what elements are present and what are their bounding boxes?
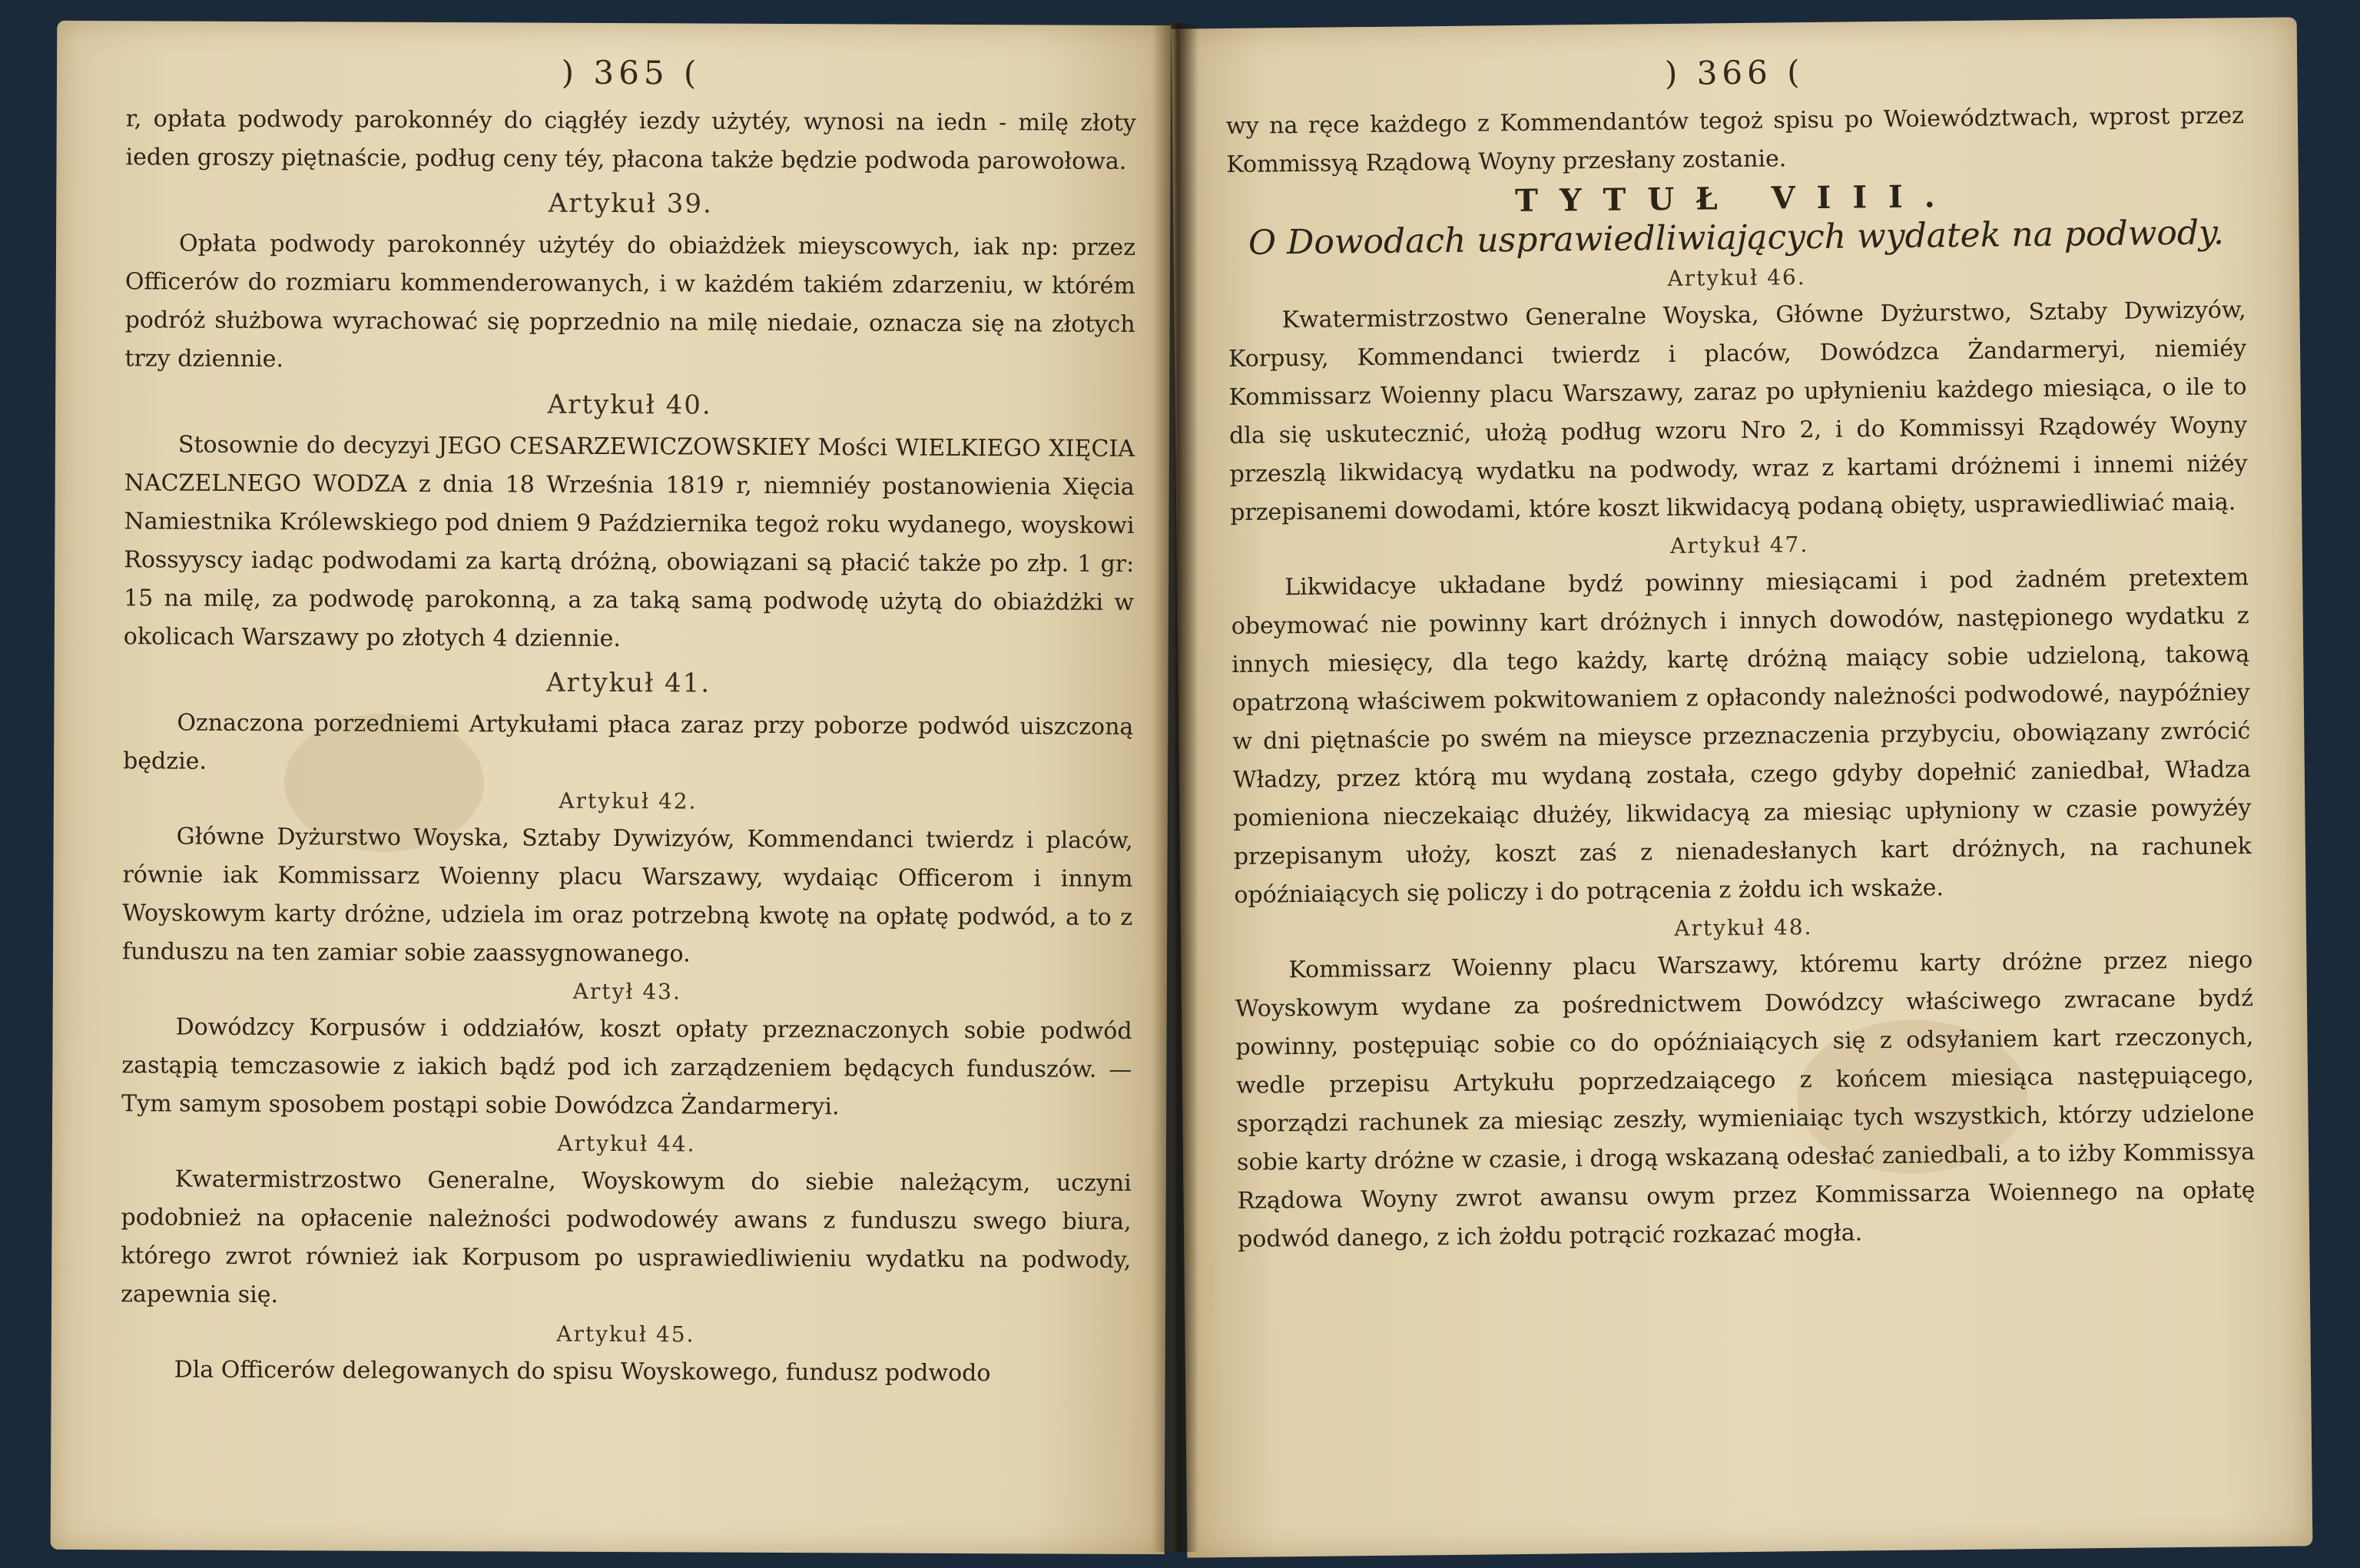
article-heading-42: Artykuł 42. <box>559 787 698 814</box>
article-40-text: Stosownie do decyzyi JEGO CESARZEWICZOWSKIEY Mości WIELKIEGO XIĘCIA NACZELNEGO WODZA z dnia 18 Września 1819 r, niemniéy postanowienia Xięcia Namiestnika Królewskiego pod dniem 9 Października tegoż roku wydanego, woyskowi Rossyyscy iadąc podwodami za kartą dróżną, obowiązani są płacić także po złp. 1 gr: 15 na milę, za podwodę parokonną, a za taką samą podwodę użytą do obiażdżki w okolicach Warszawy po złotych 4 dziennie. <box>123 431 1135 653</box>
article-42-text: Główne Dyżurstwo Woyska, Sztaby Dywizyów, Kommendanci twierdz i placów, równie iak Kommissarz Woienny placu Warszawy, wydaiąc Officerom i innym Woyskowym karty dróżne, udziela im oraz potrzebną kwotę na opłatę podwód, a to z funduszu na ten zamiar sobie zaassygnowanego. <box>121 823 1133 968</box>
page-number: ) 366 ( <box>1664 53 1805 93</box>
section-subtitle: O Dowodach usprawiedliwiających wydatek na podwody. <box>1248 213 2225 263</box>
article-heading-40: Artykuł 40. <box>547 389 712 421</box>
article-heading-47: Artykuł 47. <box>1669 532 1809 559</box>
left-page <box>51 21 1172 1554</box>
article-43-text: Dowódzcy Korpusów i oddziałów, koszt opłaty przeznaczonych sobie podwód zastąpią temczasowie z iakich bądź pod ich zarządzeniem będących funduszów. — Tym samym sposobem postąpi sobie Dowódzca Żandarmeryi. <box>121 1013 1132 1121</box>
article-heading-44: Artykuł 44. <box>557 1130 696 1157</box>
paragraph-continuation: r, opłata podwody parokonnéy do ciągłéy iezdy użytéy, wynosi na iedn - milę złoty ieden groszy piętnaście, podług ceny téy, płacona także będzie podwoda parowołowa. <box>125 105 1136 175</box>
article-48-text: Kommissarz Woienny placu Warszawy, któremu karty dróżne przez niego Woyskowym wydane za pośrednictwem Dowódzcy właściwego zwracane bydź powinny, postępuiąc sobie co do opóźniaiących się z odsyłaniem kart rzeczonych, wedle przepisu Artykułu poprzedzaiącego z końcem miesiąca następuiącego, sporządzi rachunek za miesiąc zeszły, wymieniaiąc tych wszystkich, którzy udzielone sobie karty dróżne w czasie, i drogą wskazaną odesłać zaniedbali, a to iżby Kommissya Rządowa Woyny zwrot awansu owym przez Kommissarza Woiennego na opłatę podwód danego, z ich żołdu potrącić rozkazać mogła. <box>1235 946 2256 1253</box>
article-heading-45: Artykuł 45. <box>556 1321 695 1348</box>
article-heading-46: Artykuł 46. <box>1667 264 1806 291</box>
page-number: ) 365 ( <box>561 53 701 92</box>
book-gutter <box>1152 23 1198 1552</box>
paragraph-continuation: wy na ręce każdego z Kommendantów tegoż spisu po Woiewództwach, wprost przez Kommissyą Rządową Woyny przesłany zostanie. <box>1225 102 2245 178</box>
article-heading-48: Artykuł 48. <box>1674 914 1813 941</box>
right-page-content <box>1225 48 2259 1542</box>
article-heading-43: Artył 43. <box>572 978 682 1005</box>
article-41-text: Oznaczona porzedniemi Artykułami płaca zaraz przy poborze podwód uiszczoną będzie. <box>123 709 1134 775</box>
article-heading-39: Artykuł 39. <box>548 187 713 220</box>
left-page-content <box>120 51 1136 1539</box>
article-47-text: Likwidacye układane bydź powinny miesiącami i pod żadném pretextem obeymować nie powinny kart dróżnych i innych dowodów, następionego wydatku z innych miesięcy, dla tego każdy, kartę dróżną maiący sobie udzieloną, takową opatrzoną właściwem pokwitowaniem z opłacondy należności podwodowé, naypóźniey w dni piętnaście po swém na mieysce przeznaczenia przybyciu, obowiązany zwrócić Władzy, przez którą mu wydaną została, czego gdyby dopełnić zaniedbał, Władza pomieniona nieczekaiąc dłużéy, likwidacyą za miesiąc upłyniony w czasie powyżéy przepisanym ułoży, koszt zaś z nienadesłanych kart dróżnych, na rachunek opóźniaiących się policzy i do potrącenia z żołdu ich wskaże. <box>1231 564 2252 909</box>
article-44-text: Kwatermistrzostwo Generalne, Woyskowym do siebie należącym, uczyni podobnież na opłacenie należności podwodowéy awans z funduszu swego biura, którego zwrot również iak Korpusom po usprawiedliwieniu wydatku na podwody, zapewnia się. <box>121 1165 1132 1309</box>
article-46-text: Kwatermistrzostwo Generalne Woyska, Główne Dyżurstwo, Sztaby Dywizyów, Korpusy, Kommendanci twierdz i placów, Dowódzca Żandarmeryi, niemiéy Kommissarz Woienny placu Warszawy, zaraz po upłynieniu każdego miesiąca, o ile to dla się uskutecznić, ułożą podług wzoru Nro 2, i do Kommissyi Rządowéy Woyny przeszlą likwidacyą wydatku na podwody, wraz z kartami dróżnemi i innemi niżéy przepisanemi dowodami, które koszt likwidacyą podaną obięty, usprawiedliwiać maią. <box>1228 297 2248 526</box>
article-heading-41: Artykuł 41. <box>545 667 711 699</box>
article-39-text: Opłata podwody parokonnéy użytéy do obiażdżek mieyscowych, iak np: przez Officerów do rozmiaru kommenderowanych, i w każdém takiém zdarzeniu, w którém podróż służbowa wyrachować się poprzednio na milę niedaie, oznacza się na złotych trzy dziennie. <box>124 230 1136 373</box>
open-book <box>46 23 2320 1552</box>
article-45-text: Dla Officerów delegowanych do spisu Woyskowego, fundusz podwodo <box>174 1356 991 1387</box>
right-page <box>1172 17 2313 1557</box>
section-title: TYTUŁ VIII. <box>1515 178 1957 220</box>
